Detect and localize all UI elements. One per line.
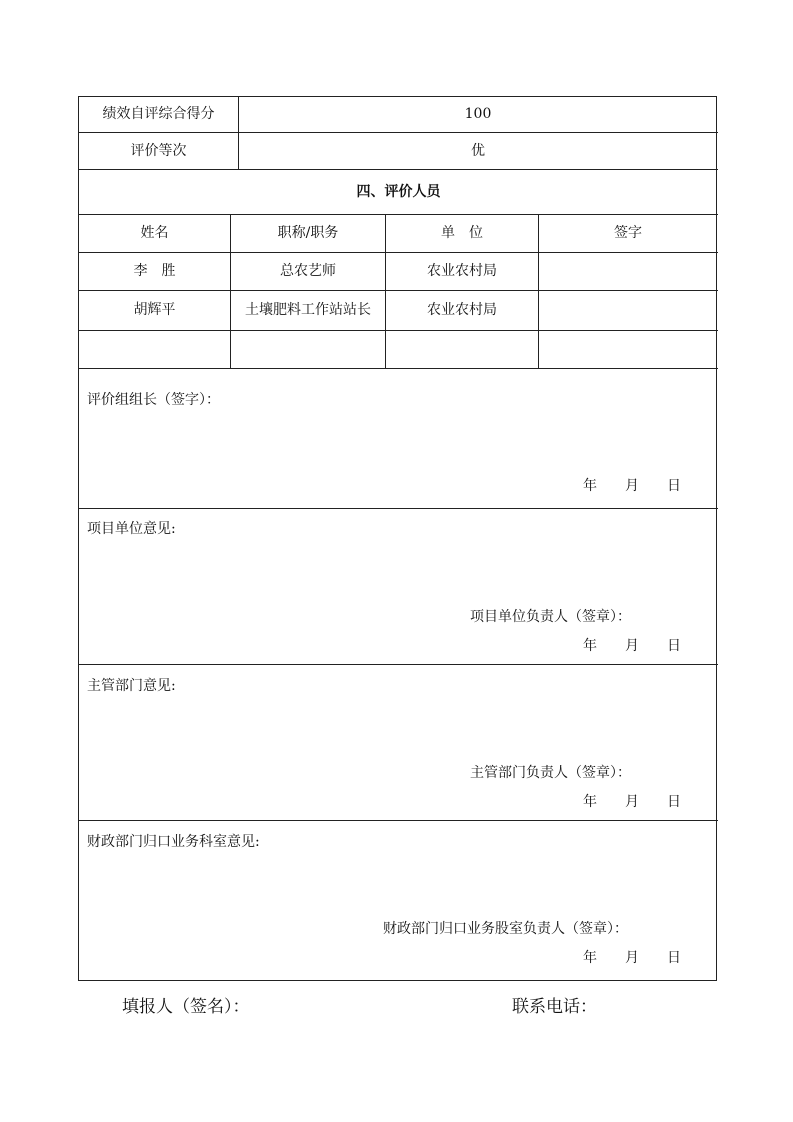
header-signature: 签字: [614, 225, 642, 241]
score-label: 绩效自评综合得分: [102, 106, 215, 122]
row-divider: [79, 664, 718, 665]
row3-unit[interactable]: [386, 331, 538, 368]
finance-dept-date: 年 月 日: [583, 950, 681, 966]
project-unit-label: 项目单位意见:: [87, 521, 176, 537]
competent-dept-date: 年 月 日: [583, 794, 681, 810]
finance-dept-signer: 财政部门归口业务股室负责人（签章）：: [383, 921, 628, 937]
phone-label: 联系电话：: [512, 997, 597, 1017]
row1-signature[interactable]: [539, 253, 717, 290]
filler-label: 填报人（签名）：: [122, 997, 250, 1017]
header-title: 职称/职务: [277, 225, 339, 241]
row2-signature[interactable]: [539, 291, 717, 330]
project-unit-date: 年 月 日: [583, 638, 681, 654]
row-divider: [79, 368, 718, 369]
row2-title: 土壤肥料工作站站长: [245, 302, 371, 318]
header-unit: 单 位: [441, 225, 483, 241]
row-divider: [79, 508, 718, 509]
competent-dept-signer: 主管部门负责人（签章）：: [470, 765, 631, 781]
row3-title[interactable]: [231, 331, 385, 368]
row-divider: [79, 820, 718, 821]
row1-name: 李 胜: [133, 263, 176, 279]
row2-name: 胡辉平: [133, 302, 176, 318]
row3-name[interactable]: [79, 331, 230, 368]
finance-dept-label: 财政部门归口业务科室意见:: [87, 834, 260, 850]
row1-unit: 农业农村局: [427, 263, 497, 279]
evaluation-form: [78, 96, 717, 981]
team-leader-date: 年 月 日: [583, 478, 681, 494]
grade-value: 优: [471, 142, 485, 159]
row2-unit: 农业农村局: [427, 302, 497, 318]
header-name: 姓名: [140, 225, 169, 241]
grade-label: 评价等次: [130, 142, 187, 159]
row1-title: 总农艺师: [280, 263, 336, 279]
competent-dept-label: 主管部门意见:: [87, 678, 176, 694]
project-unit-signer: 项目单位负责人（签章）：: [470, 609, 631, 625]
row3-signature[interactable]: [539, 331, 717, 368]
team-leader-label: 评价组组长（签字）：: [87, 392, 220, 408]
score-value: 100: [464, 106, 492, 122]
section-title: 四、评价人员: [356, 183, 441, 200]
